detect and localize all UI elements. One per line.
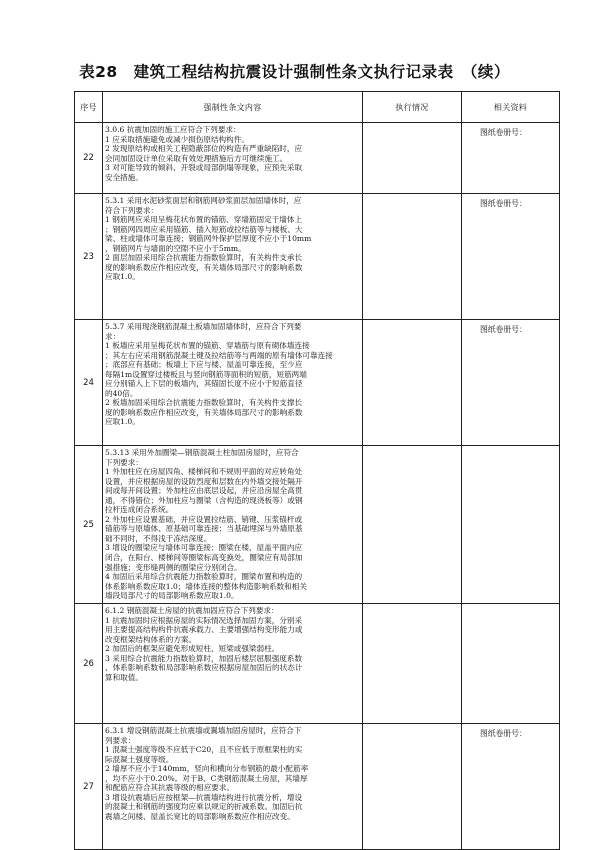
clause-line: 强措施；变形缝两侧的圈梁应分别闭合。 xyxy=(105,562,242,572)
clause-line: 1 应采取措施避免或减少损伤原结构构件。 xyxy=(105,134,249,144)
clause-line: 2 面层加固采用综合抗震能力指数验算时，有关构件支承长 xyxy=(105,253,303,263)
clause-line: 6.3.1 增设钢筋混凝土抗震墙或翼墙加固房屋时，应符合下 xyxy=(105,726,302,735)
clause-line: 改变框架结构体系的方案。 xyxy=(105,634,197,644)
clause-line: ，均不应小于0.20%。对于B、C类钢筋混凝土房屋，其墙厚 xyxy=(105,773,308,783)
clause-line: 应分别锚入上下层的板墙内，其锚固长度不应小于短筋直径 xyxy=(105,379,303,389)
clause-line: 每隔1m设置穿过楼板且与竖向钢筋等面积的短筋，短筋两端 xyxy=(105,369,307,379)
header-execution: 执行情况 xyxy=(363,92,462,123)
clause-line: 际混凝土强度等级。 xyxy=(105,754,174,764)
clause-line: 3 采用综合抗震能力指数验算时，加固后楼层屈服强度系数 xyxy=(105,653,303,663)
clause-line: 1 板墙应采用呈梅花状布置的锚筋、穿墙筋与原有砌体墙连接 xyxy=(105,341,310,351)
clause-line: 5.3.1 采用水泥砂浆面层和钢筋网砂浆面层加固墙体时，应 xyxy=(105,196,302,205)
table-row xyxy=(75,446,560,604)
clause-line: 1 抗震加固时应根据房屋的实际情况选择加固方案，分别采 xyxy=(105,615,303,625)
clause-line: 的40倍。 xyxy=(105,388,138,398)
clause-line: 锚筋等与原墙体、原基础可靠连接；当基础埋深与外墙原基 xyxy=(105,524,303,534)
clause-line: 设置，并应根据房屋的设防烈度和层数在内外墙交接处隔开 xyxy=(105,476,303,486)
reference-cell: 图纸卷册号： xyxy=(462,123,560,194)
reference-cell: 图纸卷册号： xyxy=(462,320,560,446)
reference-cell: 图纸卷册号： xyxy=(462,194,560,320)
clause-content xyxy=(103,194,363,320)
clause-line: 拉杆连成闭合系统。 xyxy=(105,505,174,515)
clause-content xyxy=(103,446,363,604)
row-number: 24 xyxy=(75,320,103,446)
clause-line: 符合下列要求： xyxy=(105,205,159,215)
clause-line: 和配筋应符合其抗震等级的相应要求。 xyxy=(105,783,235,793)
row-number: 26 xyxy=(75,604,103,724)
clause-line: 通，不得错位；外加柱应与圈梁（含构造的现浇板等）或钢 xyxy=(105,495,303,505)
clause-line: 算和取值。 xyxy=(105,672,143,682)
clause-line: 1 混凝土强度等级不应低于C20，且不应低于原框架柱的实 xyxy=(105,745,303,755)
clause-line: 1 钢筋网应采用呈梅花状布置的锚筋、穿墙筋固定于墙体上 xyxy=(105,215,303,225)
clause-line: 安全措施。 xyxy=(105,172,143,182)
header-content: 强制性条文内容 xyxy=(103,92,363,123)
row-number: 25 xyxy=(75,446,103,604)
clause-line: ，钢筋网片与墙面的空隙不应小于5mm。 xyxy=(105,243,246,253)
reference-cell: 图纸卷册号： xyxy=(462,724,560,850)
clause-line: 2 墙厚不应小于140mm，竖向和横向分布钢筋的最小配筋率 xyxy=(105,764,309,774)
table-row xyxy=(75,123,560,194)
clause-line: 列要求： xyxy=(105,735,136,745)
clause-line: 3.0.6 抗震加固的施工应符合下列要求： xyxy=(105,125,241,134)
clause-line: 墙段局部尺寸的局部影响系数应取1.0。 xyxy=(105,591,239,601)
clause-line: 梁、柱或墙体可靠连接；钢筋网外保护层厚度不应小于10mm xyxy=(105,234,312,244)
record-table xyxy=(74,91,560,850)
table-row xyxy=(75,724,560,850)
execution-status-cell[interactable] xyxy=(363,604,462,724)
execution-status-cell[interactable] xyxy=(363,320,462,446)
clause-line: 2 外加柱应设置基础，并应设置拉结筋、销键、压浆锚杆或 xyxy=(105,514,303,524)
clause-line: ；钢筋网四周应采用锚筋、插入短筋或拉结筋等与楼板、大 xyxy=(105,224,303,234)
clause-line: 2 加固后的框架应避免形成短柱、短梁或强梁弱柱。 xyxy=(105,644,280,654)
clause-line: 6.1.2 钢筋混凝土房屋的抗震加固应符合下列要求： xyxy=(105,606,279,615)
clause-line: 用主要提高结构构件抗震承载力、主要增强结构变形能力或 xyxy=(105,625,303,635)
clause-line: 会同加固设计单位采取有效处理措施后方可继续施工。 xyxy=(105,153,288,163)
clause-line: 5.3.7 采用现浇钢筋混凝土板墙加固墙体时，应符合下列要 xyxy=(105,322,302,331)
clause-line: ；底部应有基础；板墙上下应与楼、屋盖可靠连接，至少应 xyxy=(105,360,303,370)
clause-line: 、体系影响系数和局部影响系数应根据房屋加固后的状态计 xyxy=(105,663,303,673)
clause-line: 的混凝土和钢筋的强度均应乘以规定的折减系数。加固后抗 xyxy=(105,802,303,812)
clause-line: 度的影响系数应作相应改变，有关墙体局部尺寸的影响系数 xyxy=(105,262,303,272)
clause-line: 求： xyxy=(105,331,121,341)
clause-line: 应取1.0。 xyxy=(105,417,140,427)
clause-line: 4 加固后采用综合抗震能力指数验算时，圈梁布置和构造的 xyxy=(105,572,303,582)
clause-content xyxy=(103,320,363,446)
execution-status-cell[interactable] xyxy=(363,123,462,194)
table-row xyxy=(75,194,560,320)
header-row xyxy=(75,92,560,123)
clause-line: ；其左右应采用钢筋混凝土键及拉结筋等与两端的原有墙体可靠连接 xyxy=(105,350,333,360)
clause-line: 下列要求： xyxy=(105,457,143,467)
clause-line: 体系影响系数应取1.0；墙体连接的整体构造影响系数和相关 xyxy=(105,581,307,591)
clause-line: 础不同时，不得浅于冻结深度。 xyxy=(105,533,212,543)
table-title: 表28 建筑工程结构抗震设计强制性条文执行记录表 （续） xyxy=(79,63,510,81)
execution-status-cell[interactable] xyxy=(363,724,462,850)
clause-content xyxy=(103,123,363,194)
row-number: 23 xyxy=(75,194,103,320)
table-row xyxy=(75,604,560,724)
clause-content xyxy=(103,724,363,850)
clause-line: 5.3.13 采用外加圈梁—钢筋混凝土柱加固房屋时，应符合 xyxy=(105,448,299,457)
clause-line: 2 板墙加固采用综合抗震能力指数验算时，有关构件支撑长 xyxy=(105,398,303,408)
reference-cell xyxy=(462,604,560,724)
row-number: 22 xyxy=(75,123,103,194)
row-number: 27 xyxy=(75,724,103,850)
header-no: 序号 xyxy=(75,92,103,123)
execution-status-cell[interactable] xyxy=(363,446,462,604)
clause-line: 震墙之间楼、屋盖长宽比的局部影响系数应作相应改变。 xyxy=(105,811,295,821)
table-row xyxy=(75,320,560,446)
clause-line: 3 对可能导致的倾斜、开裂或局部倒塌等现象，应预先采取 xyxy=(105,163,303,173)
clause-line: 应取1.0。 xyxy=(105,272,140,282)
clause-line: 闭合，在阳台、楼梯间等圈梁标高变换处，圈梁应有局部加 xyxy=(105,553,303,563)
reference-cell xyxy=(462,446,560,604)
header-reference: 相关资料 xyxy=(462,92,560,123)
clause-line: 2 发现原结构或相关工程隐蔽部位的构造有严重缺陷时，应 xyxy=(105,144,303,154)
execution-status-cell[interactable] xyxy=(363,194,462,320)
clause-line: 1 外加柱应在房屋四角、楼梯间和不规则平面的对应转角处 xyxy=(105,467,303,477)
clause-line: 3 增设的圈梁应与墙体可靠连接；圈梁在楼、屋盖平面内应 xyxy=(105,543,303,553)
clause-line: 度的影响系数应作相应改变，有关墙体局部尺寸的影响系数 xyxy=(105,407,303,417)
clause-line: 3 增设抗震墙后应按框架—抗震墙结构进行抗震分析，增设 xyxy=(105,792,303,802)
clause-line: 间或每开间设置；外加柱应由底层设起，并应沿房屋全高贯 xyxy=(105,486,303,496)
clause-content xyxy=(103,604,363,724)
